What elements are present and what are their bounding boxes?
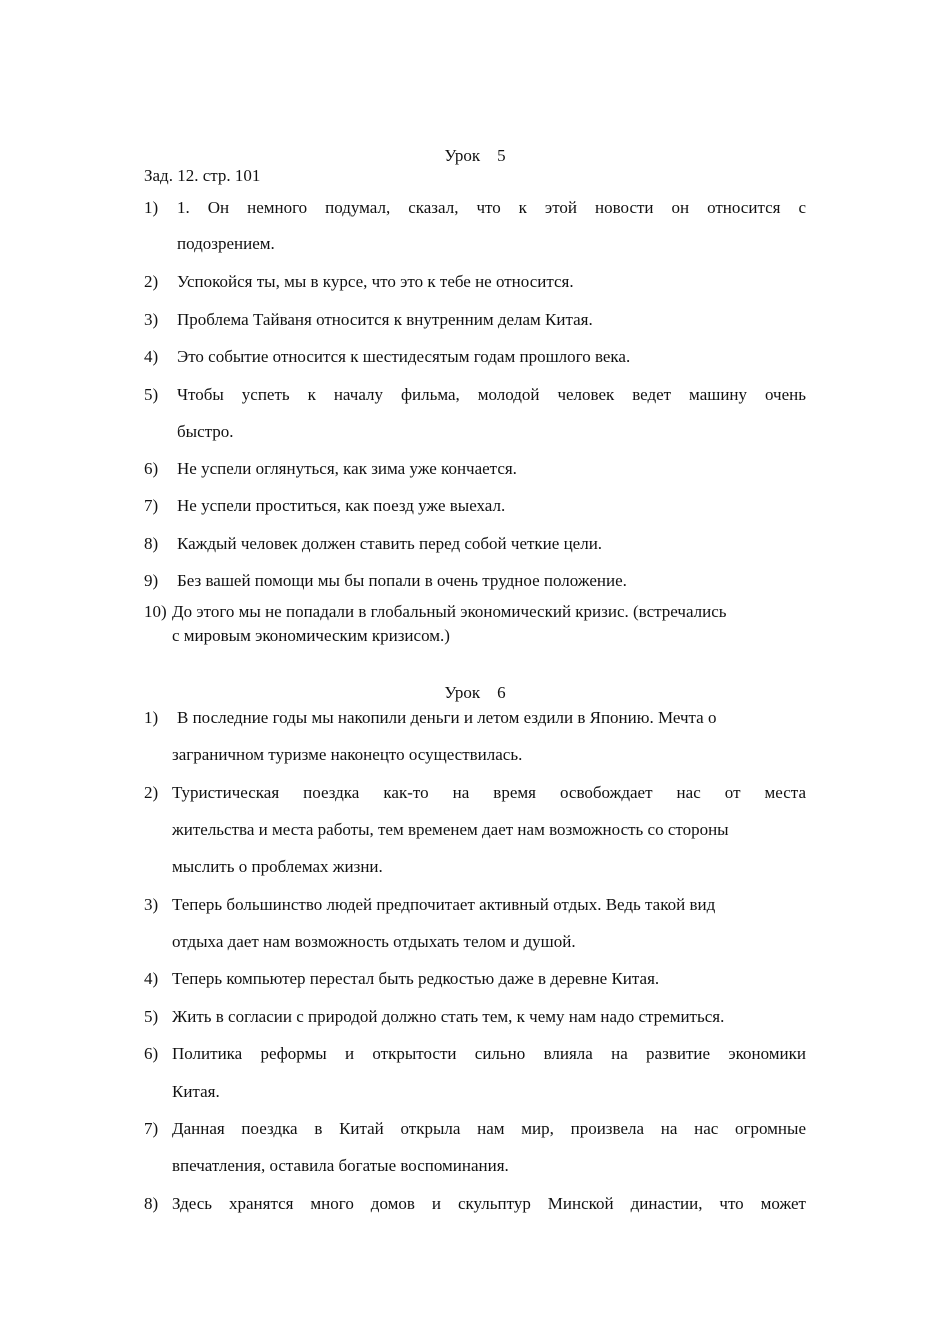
lesson5-item-3-text: Проблема Тайваня относится к внутренним делам Китая.	[177, 310, 593, 329]
lesson6-item-6-line-1: Политика реформы и открытости сильно влияла на развитие экономики	[172, 1044, 806, 1063]
lesson5-item-9-number: 9)	[144, 571, 159, 590]
lesson6-item-1-line-2: заграничном туризме наконецто осуществилась.	[172, 745, 523, 764]
lesson6-item-6-line-2: Китая.	[172, 1082, 220, 1101]
lesson6-item-2-line-3: мыслить о проблемах жизни.	[172, 857, 383, 876]
lesson5-item-1-line-2: подозрением.	[177, 234, 275, 253]
lesson6-item-3-line-2: отдыха дает нам возможность отдыхать телом и душой.	[172, 932, 576, 951]
lesson5-item-8-number: 8)	[144, 534, 159, 553]
lesson5-item-1-number: 1)	[144, 198, 159, 217]
lesson6-item-7-line-1: Данная поездка в Китай открыла нам мир, произвела на нас огромные	[172, 1119, 806, 1138]
lesson6-item-3-number: 3)	[144, 895, 159, 914]
lesson5-item-5-number: 5)	[144, 385, 159, 404]
lesson-6-title: Урок 6	[444, 683, 506, 702]
lesson5-item-7-number: 7)	[144, 496, 159, 515]
lesson5-item-10-number: 10)	[144, 602, 167, 621]
lesson5-item-10-line-1: До этого мы не попадали в глобальный экономический кризис. (встречались	[172, 602, 727, 621]
lesson5-item-6-number: 6)	[144, 459, 159, 478]
lesson6-item-6-number: 6)	[144, 1044, 159, 1063]
lesson6-item-8-number: 8)	[144, 1194, 159, 1213]
task-reference: Зад. 12. стр. 101	[144, 166, 261, 185]
lesson5-item-7-text: Не успели проститься, как поезд уже выехал.	[177, 496, 506, 515]
lesson6-item-4-number: 4)	[144, 969, 159, 988]
lesson6-item-2-line-2: жительства и места работы, тем временем дает нам возможность со стороны	[172, 820, 729, 839]
lesson5-item-1-line-1: 1. Он немного подумал, сказал, что к этой новости он относится с	[177, 198, 806, 217]
lesson6-item-4-text: Теперь компьютер перестал быть редкостью даже в деревне Китая.	[172, 969, 660, 988]
lesson5-item-5-line-2: быстро.	[177, 422, 234, 441]
lesson5-item-9-text: Без вашей помощи мы бы попали в очень трудное положение.	[177, 571, 627, 590]
lesson5-item-2-text: Успокойся ты, мы в курсе, что это к тебе не относится.	[177, 272, 574, 291]
lesson6-item-7-line-2: впечатления, оставила богатые воспоминания.	[172, 1156, 509, 1175]
lesson6-item-5-text: Жить в согласии с природой должно стать тем, к чему нам надо стремиться.	[172, 1007, 725, 1026]
lesson5-item-8-text: Каждый человек должен ставить перед собой четкие цели.	[177, 534, 603, 553]
lesson6-item-7-number: 7)	[144, 1119, 159, 1138]
lesson5-item-6-text: Не успели оглянуться, как зима уже кончается.	[177, 459, 517, 478]
lesson5-item-4-number: 4)	[144, 347, 159, 366]
lesson5-item-5-line-1: Чтобы успеть к началу фильма, молодой человек ведет машину очень	[177, 385, 806, 404]
lesson6-item-2-number: 2)	[144, 783, 159, 802]
lesson5-item-3-number: 3)	[144, 310, 159, 329]
lesson6-item-2-line-1: Туристическая поездка как-то на время освобождает нас от места	[172, 783, 806, 802]
lesson6-item-8-line-1: Здесь хранятся много домов и скульптур Минской династии, что может	[172, 1194, 806, 1213]
lesson5-item-10-line-2: с мировым экономическим кризисом.)	[172, 626, 450, 645]
lesson5-item-2-number: 2)	[144, 272, 159, 291]
lesson6-item-1-number: 1)	[144, 708, 159, 727]
lesson6-item-5-number: 5)	[144, 1007, 159, 1026]
lesson-5-title: Урок 5	[444, 146, 506, 165]
lesson6-item-1-line-1: В последние годы мы накопили деньги и летом ездили в Японию. Мечта о	[177, 708, 717, 727]
lesson6-item-3-line-1: Теперь большинство людей предпочитает активный отдых. Ведь такой вид	[172, 895, 716, 914]
lesson5-item-4-text: Это событие относится к шестидесятым годам прошлого века.	[177, 347, 631, 366]
